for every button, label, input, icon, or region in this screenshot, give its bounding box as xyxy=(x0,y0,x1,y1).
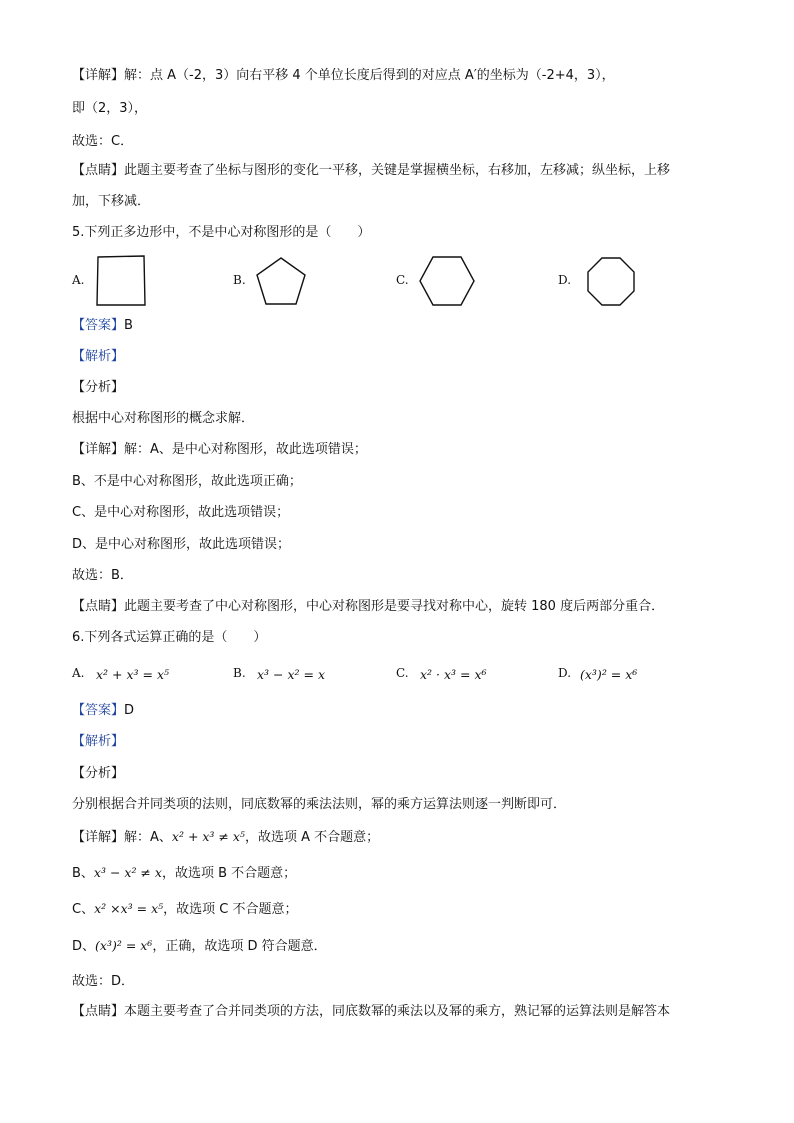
q5-option-c-label: C. xyxy=(396,273,409,287)
q5-question: 5.下列正多边形中，不是中心对称图形的是（ ） xyxy=(72,225,371,240)
q4-comment-line1: 【点睛】此题主要考查了坐标与图形的变化一平移，关键是掌握横坐标，右移加，左移减；纵坐标，上移 xyxy=(72,163,671,178)
hexagon-icon xyxy=(419,255,475,307)
q6-fenxi-tag: 【分析】 xyxy=(72,766,125,781)
pentagon-icon xyxy=(254,256,308,308)
q5-detail3: C、是中心对称图形，故此选项错误； xyxy=(72,505,290,520)
q5-detail2: B、不是中心对称图形，故此选项正确； xyxy=(72,474,302,489)
q6-detail3-expr: x² ×x³ = x⁵ xyxy=(94,901,164,916)
q5-detail1: 【详解】解：A、是中心对称图形，故此选项错误； xyxy=(72,442,367,457)
q6-detail3 xyxy=(72,899,722,920)
q6-answer-value: D xyxy=(124,703,135,718)
q6-detail2 xyxy=(72,863,722,884)
q6-detail1-expr: x² + x³ ≠ x⁵ xyxy=(171,829,245,844)
q4-comment-line2: 加，下移减． xyxy=(72,194,151,209)
q4-detail-line3: 故选：C． xyxy=(72,134,134,149)
q6-option-b-label: B. xyxy=(233,666,246,680)
q4-detail-line2: 即（2，3）， xyxy=(72,101,148,116)
q5-fenxi-tag: 【分析】 xyxy=(72,380,125,395)
q5-comment: 【点睛】此题主要考查了中心对称图形，中心对称图形是要寻找对称中心，旋转 180 度后两部分重合． xyxy=(72,599,665,614)
q5-detail4: D、是中心对称图形，故此选项错误； xyxy=(72,537,291,552)
q6-detail1-pre: 【详解】解：A、 xyxy=(72,830,172,845)
q6-detail3-post: ，故选项 C 不合题意； xyxy=(163,902,298,917)
q6-detail3-pre: C、 xyxy=(72,902,95,917)
q6-option-c-label: C. xyxy=(396,666,409,680)
q6-detail1-post: ，故选项 A 不合题意； xyxy=(244,830,380,845)
q6-detail4-expr: (x³)² = x⁶ xyxy=(95,938,153,953)
q5-option-a-label: A. xyxy=(72,273,85,287)
q6-detail2-pre: B、 xyxy=(72,866,94,881)
q6-detail4-pre: D、 xyxy=(72,939,96,954)
q6-choose: 故选：D． xyxy=(72,974,135,989)
q5-option-b-label: B. xyxy=(233,273,246,287)
q6-analysis-tag: 【解析】 xyxy=(72,734,125,749)
q5-answer xyxy=(72,316,722,336)
q5-fenxi: 根据中心对称图形的概念求解． xyxy=(72,411,255,426)
q6-detail2-expr: x³ − x² ≠ x xyxy=(93,865,162,880)
q5-answer-tag: 【答案】 xyxy=(72,318,125,333)
q4-detail-line1: 【详解】解：点 A（-2，3）向右平移 4 个单位长度后得到的对应点 A′的坐标为（-2+4，3）， xyxy=(72,68,615,83)
q6-option-d-label: D. xyxy=(558,666,572,680)
q5-choose: 故选：B． xyxy=(72,568,133,583)
q5-analysis-tag: 【解析】 xyxy=(72,349,125,364)
q6-answer xyxy=(72,701,722,721)
q6-detail1 xyxy=(72,827,722,848)
q6-fenxi: 分别根据合并同类项的法则，同底数幂的乘法法则，幂的乘方运算法则逐一判断即可． xyxy=(72,797,567,812)
q6-option-a-expr: x² + x³ = x⁵ xyxy=(96,667,170,682)
q6-question: 6.下列各式运算正确的是（ ） xyxy=(72,630,267,645)
octagon-icon xyxy=(585,256,637,308)
q6-comment: 【点睛】本题主要考查了合并同类项的方法，同底数幂的乘法以及幂的乘方，熟记幂的运算法则是解答本 xyxy=(72,1004,671,1019)
q6-detail2-post: ，故选项 B 不合题意； xyxy=(161,866,297,881)
q5-option-d-label: D. xyxy=(558,273,572,287)
q6-detail4-post: ，正确，故选项 D 符合题意． xyxy=(152,939,327,954)
q6-option-a-label: A. xyxy=(72,666,85,680)
q6-detail4 xyxy=(72,936,722,957)
q6-option-c-expr: x² · x³ = x⁶ xyxy=(420,667,487,682)
q6-option-d-expr: (x³)² = x⁶ xyxy=(580,667,638,682)
q6-option-b-expr: x³ − x² = x xyxy=(257,667,326,682)
q5-answer-value: B xyxy=(124,318,133,333)
square-icon xyxy=(95,255,147,307)
q6-answer-tag: 【答案】 xyxy=(72,703,125,718)
